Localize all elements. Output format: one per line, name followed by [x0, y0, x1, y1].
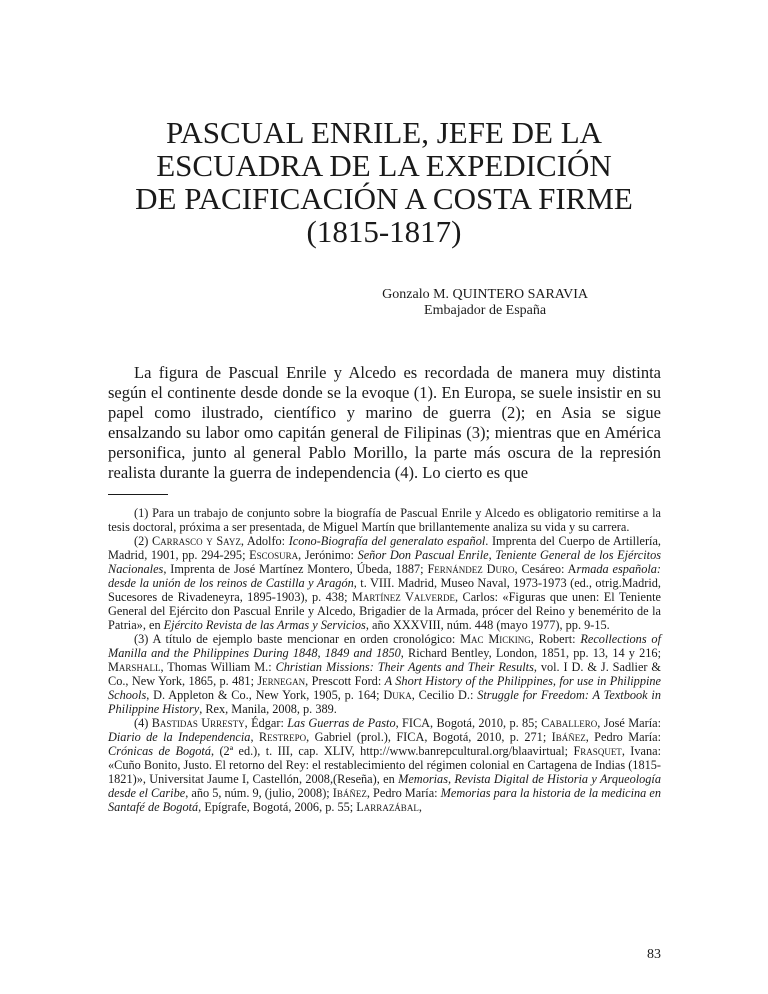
footnote-1: (1) Para un trabajo de conjunto sobre la biografía de Pascual Enrile y Alcedo es obligatorio remitirse a la tesis doctoral, próxima a ser presentada, de Miguel Martín que brillantemente analiza su vida y su carrera. [108, 506, 661, 534]
page-number: 83 [647, 947, 661, 962]
footnote-4: (4) Bastidas Urresty, Édgar: Las Guerras de Pasto, FICA, Bogotá, 2010, p. 85; Caballero, José María: Diario de la Independencia, Restrepo, Gabriel (prol.), FICA, Bogotá, 2010, p. 271; Ibáñez, Pedro María: Crónicas de Bogotá, (2ª ed.), t. III, cap. XLIV, http://www.banrepcultural.org/blaavirtual; Frasquet, Ivana: «Cuño Bonito, Justo. El retorno del Rey: el restablecimiento del régimen colonial en Cartagena de Indias (1815-1821)», Universitat Jaume I, Castellón, 2008,(Reseña), en Memorias, Revista Digital de Historia y Arqueología desde el Caribe, año 5, núm. 9, (julio, 2008); Ibáñez, Pedro María: Memorias para la historia de la medicina en Santafé de Bogotá, Epígrafe, Bogotá, 2006, p. 55; Larrazábal, [108, 716, 662, 814]
footnote-separator [108, 494, 168, 495]
footnote-2: (2) Carrasco y Sayz, Adolfo: Icono-Biografía del generalato español. Imprenta del Cuerpo de Artillería, Madrid, 1901, pp. 294-295; Escosura, Jerónimo: Señor Don Pascual Enrile, Teniente General de los Ejércitos Nacionales, Imprenta de José Martínez Montero, Úbeda, 1887; Fernández Duro, Cesáreo: Armada española: desde la unión de los reinos de Castilla y Aragón, t. VIII. Madrid, Museo Naval, 1973-1973 (ed., otrig.Madrid, Sucesores de Rivadeneyra, 1895-1903), p. 438; Martínez Valverde, Carlos: «Figuras que unen: El Teniente General del Ejército don Pascual Enrile y Alcedo, Brigadier de la Armada, prócer del Reino y benemérito de la Patria», en Ejército Revista de las Armas y Servicios, año XXXVIII, núm. 448 (mayo 1977), pp. 9-15. [108, 534, 662, 632]
body-paragraph: La figura de Pascual Enrile y Alcedo es recordada de manera muy distinta según el continente desde donde se la evoque (1). En Europa, se suele insistir en su papel como ilustrado, científico y marino de guerra (2); en Asia se sigue ensalzando su labor omo capitán general de Filipinas (3); mientras que en América personifica, junto al general Pablo Morillo, la parte más oscura de la represión realista durante la guerra de independencia (4). Lo cierto es que [108, 363, 661, 482]
title-line-2: ESCUADRA DE LA EXPEDICIÓN [156, 148, 612, 183]
author-affiliation: Embajador de España [424, 303, 547, 318]
article-title [100, 116, 668, 248]
footnotes [108, 506, 661, 814]
title-line-3: DE PACIFICACIÓN A COSTA FIRME [135, 181, 633, 216]
title-line-4: (1815-1817) [306, 214, 462, 249]
author-block [382, 287, 588, 319]
footnote-3: (3) A título de ejemplo baste mencionar en orden cronológico: Mac Micking, Robert: Recollections of Manilla and the Philippines During 1848, 1849 and 1850, Richard Bentley, London, 1851, pp. 13, 14 y 216; Marshall, Thomas William M.: Christian Missions: Their Agents and Their Results, vol. I D. & J. Sadlier & Co., New York, 1865, p. 481; Jernegan, Prescott Ford: A Short History of the Philippines, for use in Philippine Schools, D. Appleton & Co., New York, 1905, p. 164; Duka, Cecilio D.: Struggle for Freedom: A Textbook in Philippine History, Rex, Manila, 2008, p. 389. [108, 632, 661, 716]
title-line-1: PASCUAL ENRILE, JEFE DE LA [165, 115, 603, 150]
author-name: Gonzalo M. QUINTERO SARAVIA [382, 287, 588, 302]
